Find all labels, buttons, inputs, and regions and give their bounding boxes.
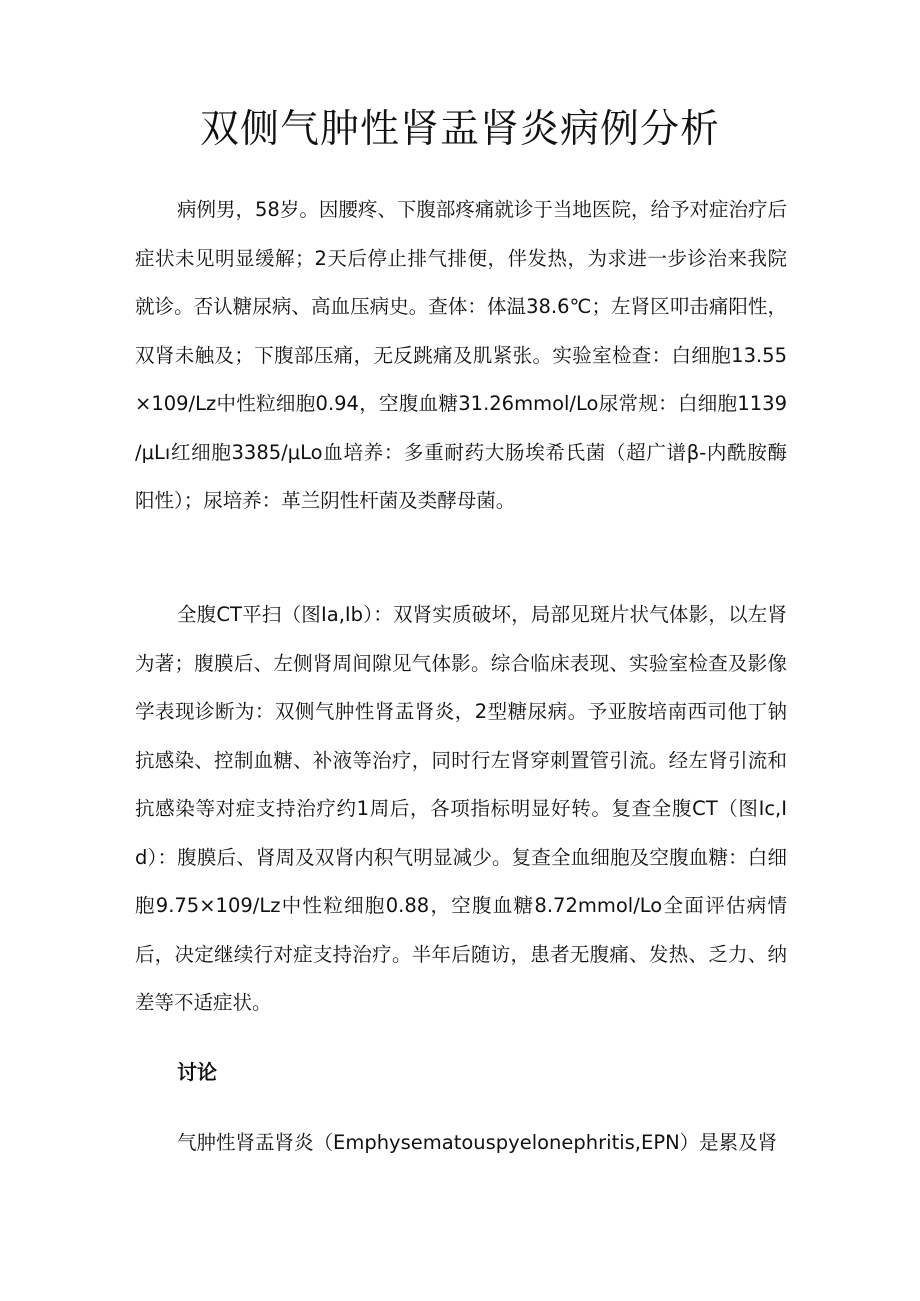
case-history-paragraph: 病例男，58岁。因腰疼、下腹部疼痛就诊于当地医院，给予对症治疗后症状未见明显缓解；2天后停止排气排便，伴发热，为求进一步诊治来我院就诊。否认糖尿病、高血压病史。查体：体温38.6℃；左肾区叩击痛阳性，双肾未触及；下腹部压痛，无反跳痛及肌紧张。实验室检查：白细胞13.55×109∕Lz中性粒细胞0.94，空腹血糖31.26mmol∕Lo尿常规：白细胞1139∕μLı红细胞3385/μLo血培养：多重耐药大肠埃希氏菌（超广谱β-内酰胺酶阳性）；尿培养：革兰阴性杆菌及类酵母菌。	[135, 198, 787, 512]
discussion-heading: 讨论	[177, 1060, 217, 1084]
imaging-treatment-paragraph: 全腹CT平扫（图Ia,Ib）：双肾实质破坏，局部见斑片状气体影，以左肾为著；腹膜后、左侧肾周间隙见气体影。综合临床表现、实验室检查及影像学表现诊断为：双侧气肿性肾盂肾炎，2型糖尿病。予亚胺培南西司他丁钠抗感染、控制血糖、补液等治疗，同时行左肾穿刺置管引流。经左肾引流和抗感染等对症支持治疗约1周后，各项指标明显好转。复查全腹CT（图Ic,Id）：腹膜后、肾周及双肾内积气明显减少。复查全血细胞及空腹血糖：白细胞9.75×109∕Lz中性粒细胞0.88，空腹血糖8.72mmol∕Lo全面评估病情后，决定继续行对症支持治疗。半年后随访，患者无腹痛、发热、乏力、纳差等不适症状。	[135, 603, 787, 1014]
document-title: 双侧气肿性肾盂肾炎病例分析	[199, 107, 720, 152]
discussion-paragraph: 气肿性肾盂肾炎（Emphysematouspyelonephritis,EPN）是累及肾	[177, 1131, 778, 1154]
